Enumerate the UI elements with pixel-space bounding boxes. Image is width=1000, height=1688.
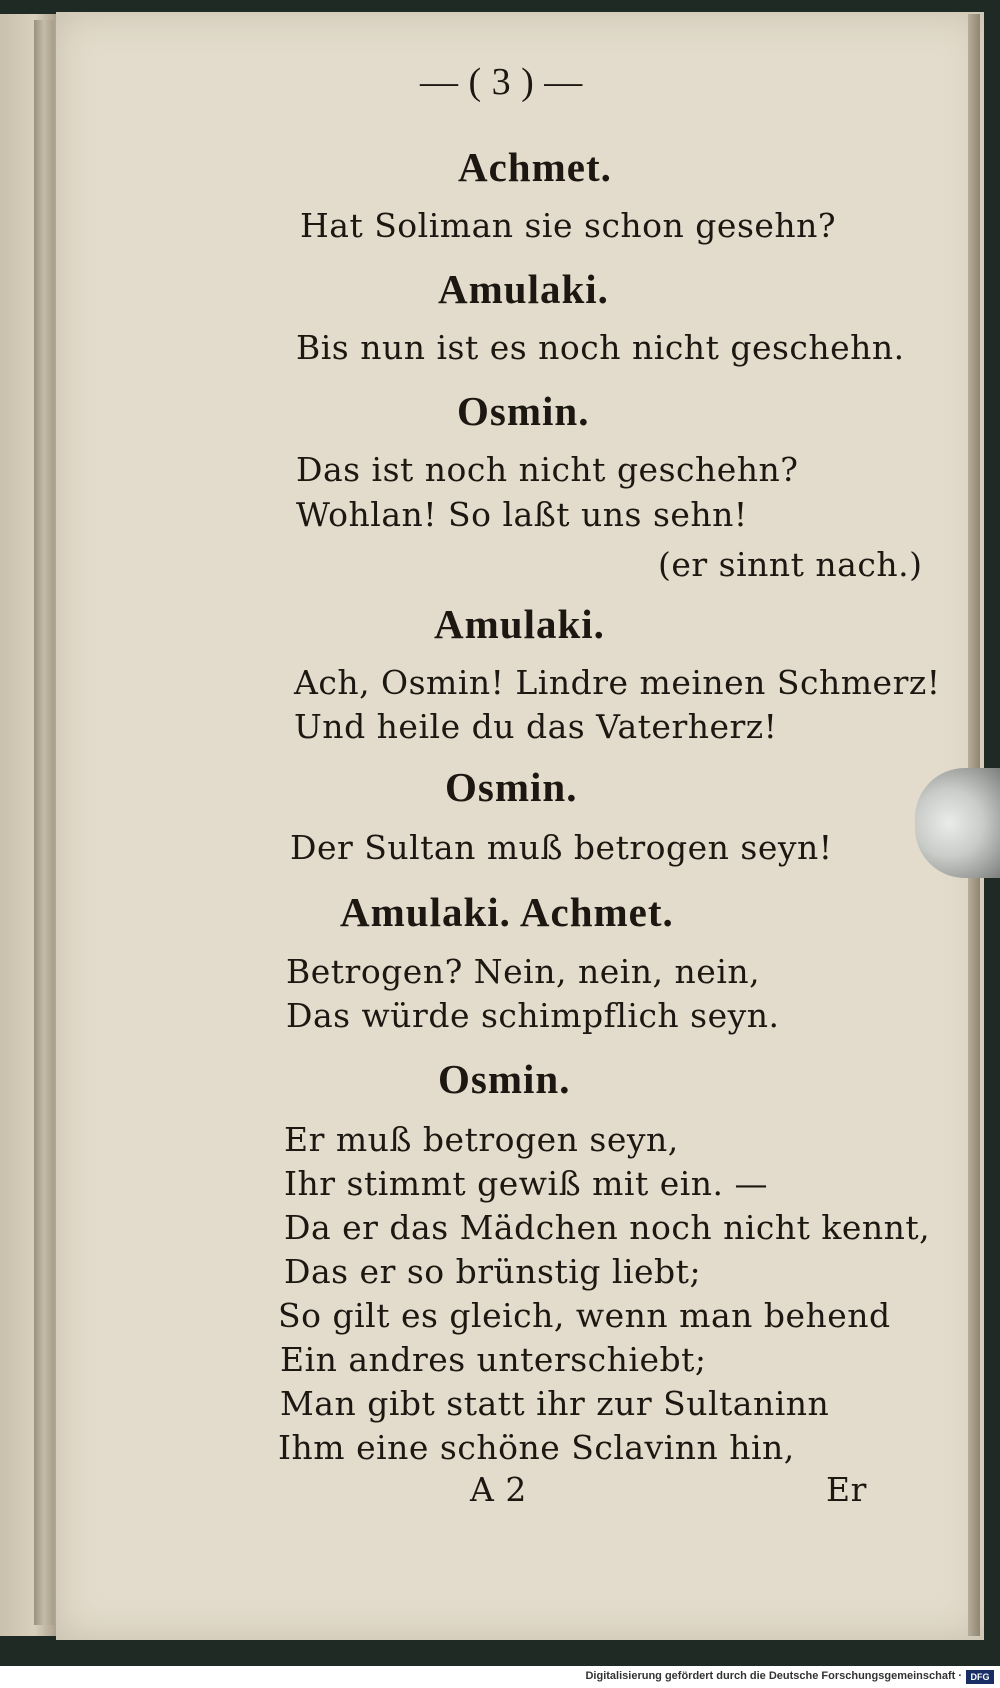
verse-line: Das würde schimpflich seyn. <box>286 996 780 1035</box>
verse-line: Der Sultan muß betrogen seyn! <box>290 828 833 867</box>
verse-line: Man gibt statt ihr zur Sultaninn <box>280 1384 830 1423</box>
speaker-heading: Amulaki. <box>438 266 609 312</box>
stage-direction: (er sinnt nach.) <box>658 545 923 584</box>
verse-line: So gilt es gleich, wenn man behend <box>278 1296 891 1335</box>
dfg-logo: DFG <box>966 1670 994 1684</box>
speaker-heading: Achmet. <box>458 144 612 190</box>
speaker-heading: Osmin. <box>457 388 590 434</box>
verse-line: Ein andres unterschiebt; <box>280 1340 707 1379</box>
verse-line: Betrogen? Nein, nein, nein, <box>286 952 761 991</box>
speaker-heading: Amulaki. Achmet. <box>340 889 674 935</box>
verse-line: Und heile du das Vaterherz! <box>294 707 778 746</box>
verse-line: Wohlan! So laßt uns sehn! <box>296 495 748 534</box>
speaker-heading: Osmin. <box>445 764 578 810</box>
verse-line: Er muß betrogen seyn, <box>284 1120 679 1159</box>
catchword: Er <box>826 1470 867 1509</box>
verse-line: Ihr stimmt gewiß mit ein. — <box>284 1164 769 1203</box>
verse-line: Ach, Osmin! Lindre meinen Schmerz! <box>294 663 941 702</box>
verse-line: Bis nun ist es noch nicht geschehn. <box>296 328 905 367</box>
funding-credit: Digitalisierung gefördert durch die Deutsche Forschungsgemeinschaft · <box>585 1670 962 1682</box>
verse-line: Hat Soliman sie schon gesehn? <box>300 206 837 245</box>
verse-line: Das er so brünstig liebt; <box>284 1252 702 1291</box>
speaker-heading: Osmin. <box>438 1056 571 1102</box>
verse-line: Das ist noch nicht geschehn? <box>296 450 799 489</box>
verse-line: Ihm eine schöne Sclavinn hin, <box>278 1428 795 1467</box>
speaker-heading: Amulaki. <box>434 601 605 647</box>
verse-line: Da er das Mädchen noch nicht kennt, <box>284 1208 931 1247</box>
page-number: — ( 3 ) — <box>420 61 583 103</box>
signature-mark: A 2 <box>470 1470 527 1509</box>
